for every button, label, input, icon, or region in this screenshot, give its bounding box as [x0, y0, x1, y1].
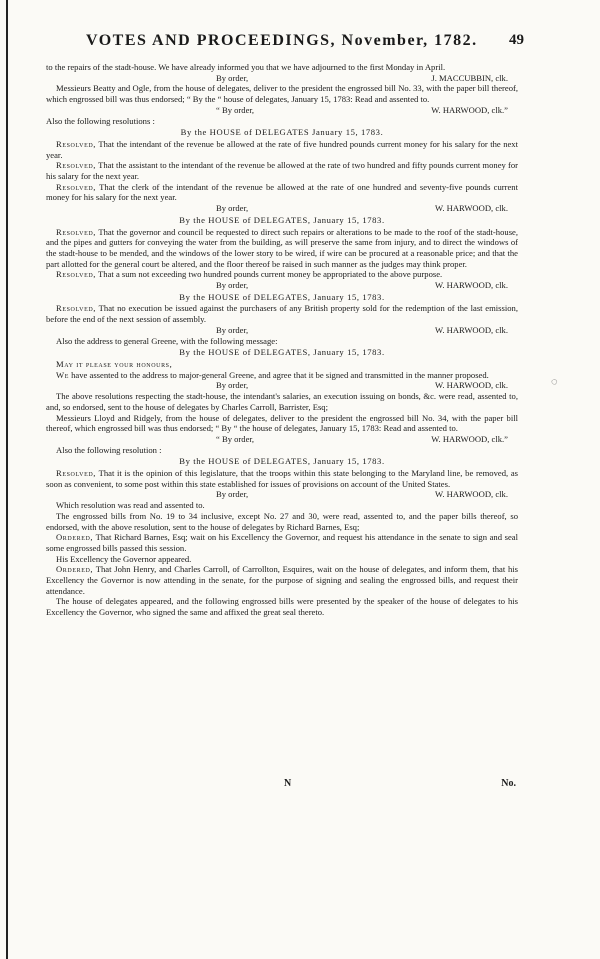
paragraph: The house of delegates appeared, and the following engrossed bills were presented by the speaker of the house of delegates to his Excellency the Governor, who signed the same and affixed the great seal thereto. [46, 596, 518, 618]
signature-order: By order, [216, 203, 249, 214]
signature-line [46, 434, 518, 445]
signature-line [46, 280, 518, 291]
resolution-text: That the clerk of the intendant of the revenue be allowed at the rate of one hundred and seventy-five pounds current money for his salary for the next year. [46, 181, 518, 203]
resolution [46, 468, 518, 489]
page-footer [46, 778, 518, 792]
signature-name: W. HARWOOD, clk.” [431, 433, 508, 444]
resolution-text: That no execution be issued against the purchasers of any British property sold for the redemption of the last emission, before the end of the next session of assembly. [46, 303, 518, 325]
signature-line [46, 489, 518, 500]
signature-order: By order, [216, 280, 249, 291]
resolution-text: That the governor and council be requested to direct such repairs or alterations to be made to the roof of the stadt-house, and the pipes and gutters for conveying the water from the building, as will preserve the same from injury, and to direct the windows of the stadt-house to be mended, and the windows of the lower story to be wired, if wire can be procured at a reasonable price; and that the part allotted for the general court be altered, and the floor thereof be raised in such manner as the judges may think proper. [46, 226, 518, 269]
resolution [46, 139, 518, 160]
resolved-label: Resolved, [56, 303, 97, 314]
page-number: 49 [509, 32, 524, 48]
paragraph: Which resolution was read and assented to. [56, 500, 205, 511]
we-label: We [56, 369, 69, 380]
paragraph: Also the following resolution : [56, 444, 162, 455]
signature-name: W. HARWOOD, clk. [435, 380, 508, 391]
paragraph: Messieurs Lloyd and Ridgely, from the house of delegates, deliver to the president the engrossed bill No. 34, with the paper bill thereof, which engrossed bill was thus endorsed; “ By “ the house of delegates, January 15, 1783: Read and assented to. [46, 412, 518, 434]
signature-order: “ By order, [216, 104, 255, 115]
signature-line [46, 380, 518, 391]
salutation: May it please your honours, [56, 358, 173, 369]
paragraph: Also the address to general Greene, with the following message: [56, 335, 278, 346]
order-text: That Richard Barnes, Esq; wait on his Excellency the Governor, and request his attendance in the senate to sign and seal some engrossed bills passed this session. [46, 532, 518, 553]
signature-name: W. HARWOOD, clk. [435, 324, 508, 335]
order [46, 532, 518, 553]
resolution-text: That the assistant to the intendant of the revenue be allowed at the rate of two hundred and fifty pounds current money for his salary for the next year. [46, 160, 518, 182]
section-heading: By the HOUSE of DELEGATES, January 15, 1783. [179, 347, 385, 358]
resolved-label: Resolved, [56, 269, 97, 280]
paragraph: The above resolutions respecting the stadt-house, the intendant's salaries, an execution issuing on bonds, &c. were read, assented to, and, so endorsed, sent to the house of delegates by Charles Carroll, Barrister, Esq; [46, 391, 518, 412]
order [46, 564, 518, 596]
signature-name: W. HARWOOD, clk.” [431, 104, 508, 115]
running-header [46, 32, 524, 62]
resolution [46, 303, 518, 324]
resolution-text: That it is the opinion of this legislature, that the troops within this state belonging to the Maryland line, be removed, as soon as convenient, to some post within this state established for issues of provisions on account of the United States. [46, 468, 518, 489]
signature-order: By order, [216, 489, 249, 500]
paragraph: His Excellency the Governor appeared. [56, 553, 192, 564]
resolution-text: That a sum not exceeding two hundred pounds current money be appropriated to the above purpose. [96, 269, 443, 280]
signature-order: “ By order, [216, 433, 255, 444]
resolution-text: That the intendant of the revenue be allowed at the rate of five hundred pounds current money for his salary for the next year. [46, 138, 518, 160]
signature-name: W. HARWOOD, clk. [435, 489, 508, 500]
signature-order: By order, [216, 380, 249, 391]
section-heading: By the HOUSE of DELEGATES, January 15, 1783. [179, 291, 385, 302]
ordered-label: Ordered, [56, 564, 94, 575]
section-heading: By the HOUSE of DELEGATES January 15, 1783. [180, 127, 384, 138]
paragraph: Also the following resolutions : [46, 115, 155, 126]
resolved-label: Resolved, [56, 181, 97, 192]
paragraph: to the repairs of the stadt-house. We have already informed you that we have adjourned to the first Monday in April. [46, 62, 446, 72]
signature-line [46, 325, 518, 336]
resolved-label: Resolved, [56, 468, 97, 479]
signature-order: By order, [216, 72, 249, 83]
resolution [46, 160, 518, 181]
binding-edge [6, 0, 8, 959]
signature-line [46, 105, 518, 116]
signature-mark: N [284, 778, 292, 789]
signature-name: J. MACCUBBIN, clk. [431, 72, 508, 83]
resolution [46, 269, 518, 280]
section-heading: By the HOUSE of DELEGATES, January 15, 1783. [179, 214, 385, 225]
resolved-label: Resolved, [56, 226, 97, 237]
signature-order: By order, [216, 324, 249, 335]
catchword: No. [501, 778, 516, 789]
resolved-label: Resolved, [56, 160, 97, 171]
ordered-label: Ordered, [56, 532, 94, 543]
resolution [46, 227, 518, 270]
paragraph: The engrossed bills from No. 19 to 34 inclusive, except No. 27 and 30, were read, assented to, and the paper bills thereof, so endorsed, with the above resolution, sent to the house of delegates by Richard Barnes, Esq; [46, 510, 518, 532]
message [46, 370, 518, 381]
signature-name: W. HARWOOD, clk. [435, 280, 508, 291]
order-text: That John Henry, and Charles Carroll, of Carrollton, Esquires, wait on the house of delegates, and inform them, that his Excellency the Governor is now attending in the senate, for the purpose of signing and sealing the engrossed bills, and request their attendance. [46, 564, 518, 596]
page-title: VOTES AND PROCEEDINGS, November, 1782. [86, 32, 478, 49]
section-heading: By the HOUSE of DELEGATES, January 15, 1783. [179, 456, 385, 467]
resolved-label: Resolved, [56, 138, 97, 149]
text-column [46, 32, 524, 618]
signature-name: W. HARWOOD, clk. [435, 203, 508, 214]
margin-mark: ◌ [551, 376, 558, 388]
resolution [46, 182, 518, 203]
signature-line [46, 73, 518, 84]
signature-line [46, 203, 518, 214]
paragraph: Messieurs Beatty and Ogle, from the house of delegates, deliver to the president the engrossed bill No. 33, with the paper bill thereof, which engrossed bill was thus endorsed; “ By the “ house of delegates, January 15, 1783: Read and assented to. [46, 83, 518, 105]
message-text: have assented to the address to major-general Greene, and agree that it be signed and transmitted in the manner proposed. [68, 369, 489, 380]
